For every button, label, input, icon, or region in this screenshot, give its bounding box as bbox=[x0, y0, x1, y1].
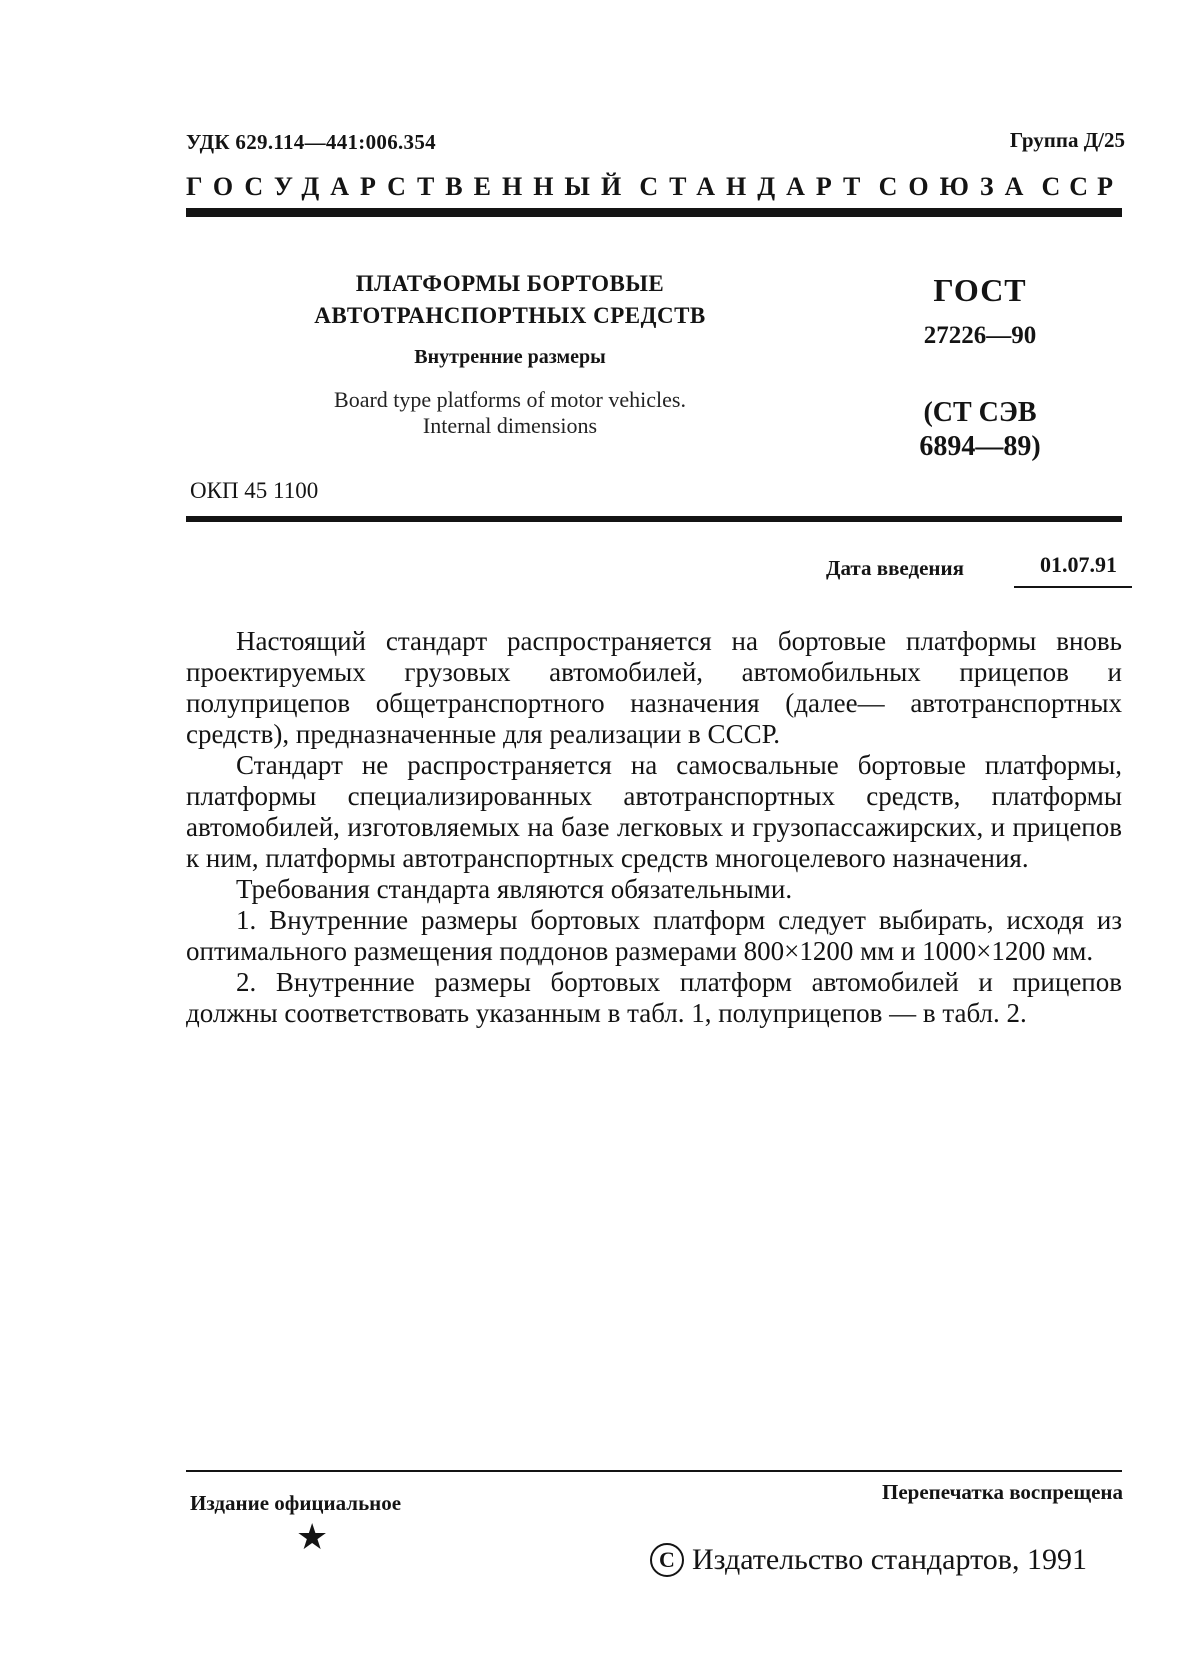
st-sev-line-1: (СТ СЭВ bbox=[923, 397, 1037, 428]
heading-word: ССР bbox=[1041, 172, 1122, 201]
title-line-2: АВТОТРАНСПОРТНЫХ СРЕДСТВ bbox=[314, 303, 706, 328]
st-sev-reference bbox=[880, 396, 1080, 464]
reprint-prohibited-label: Перепечатка воспрещена bbox=[882, 1480, 1123, 1504]
body-paragraph: Настоящий стандарт распространяется на бортовые платформы вновь проектируемых грузовых автомобилей, автомобильных прицепов и полуприцепов общетранспортного назначения (далее— автотранспортных средств), предназначенные для реализации в СССР. bbox=[186, 626, 1122, 749]
english-title-line-1: Board type platforms of motor vehicles. bbox=[334, 387, 686, 412]
state-standard-heading bbox=[186, 172, 1122, 202]
intro-date-underline bbox=[1014, 586, 1132, 588]
copyright-icon: C bbox=[650, 1543, 684, 1577]
body-paragraph: 2. Внутренние размеры бортовых платформ автомобилей и прицепов должны соответствовать указанным в табл. 1, полуприцепов — в табл. 2. bbox=[186, 967, 1122, 1028]
body-paragraph: Требования стандарта являются обязательными. bbox=[236, 874, 793, 904]
official-edition-label: Издание официальное bbox=[190, 1491, 402, 1515]
intro-date-value: 01.07.91 bbox=[1040, 552, 1117, 577]
title-block-rule bbox=[186, 516, 1122, 522]
body-paragraph: 1. Внутренние размеры бортовых платформ следует выбирать, исходя из оптимального размещения поддонов размерами 800×1200 мм и 1000×1200 мм. bbox=[186, 905, 1122, 966]
okp-code: ОКП 45 1100 bbox=[190, 478, 319, 503]
header-rule bbox=[186, 208, 1122, 217]
english-title-line-2: Internal dimensions bbox=[422, 413, 598, 438]
document-title bbox=[270, 268, 750, 332]
body-paragraph: Стандарт не распространяется на самосвальные бортовые платформы, платформы специализированных автотранспортных средств, платформы автомобилей, изготовляемых на базе легковых и грузопассажирских, и прицепов к ним, платформы автотранспортных средств многоцелевого назначения. bbox=[186, 750, 1122, 873]
document-body bbox=[186, 626, 1122, 1029]
gost-number: 27226—90 bbox=[923, 322, 1037, 349]
publisher-text: Издательство стандартов, 1991 bbox=[692, 1543, 1087, 1576]
heading-word: ГОСУДАРСТВЕННЫЙ bbox=[186, 172, 633, 201]
st-sev-line-2: 6894—89) bbox=[919, 431, 1041, 462]
footer-rule bbox=[186, 1470, 1122, 1472]
english-title bbox=[270, 387, 750, 439]
heading-word: СТАНДАРТ bbox=[639, 172, 872, 201]
gost-label: ГОСТ bbox=[933, 272, 1027, 308]
intro-date-label: Дата введения bbox=[826, 556, 964, 580]
udk-code: УДК 629.114—441:006.354 bbox=[186, 130, 436, 154]
copyright-line bbox=[650, 1543, 1087, 1577]
document-subtitle: Внутренние размеры bbox=[414, 346, 606, 368]
star-icon: ★ bbox=[296, 1517, 329, 1557]
title-line-1: ПЛАТФОРМЫ БОРТОВЫЕ bbox=[355, 271, 665, 296]
group-code: Группа Д/25 bbox=[1009, 128, 1125, 152]
heading-word: СОЮЗА bbox=[878, 172, 1035, 201]
